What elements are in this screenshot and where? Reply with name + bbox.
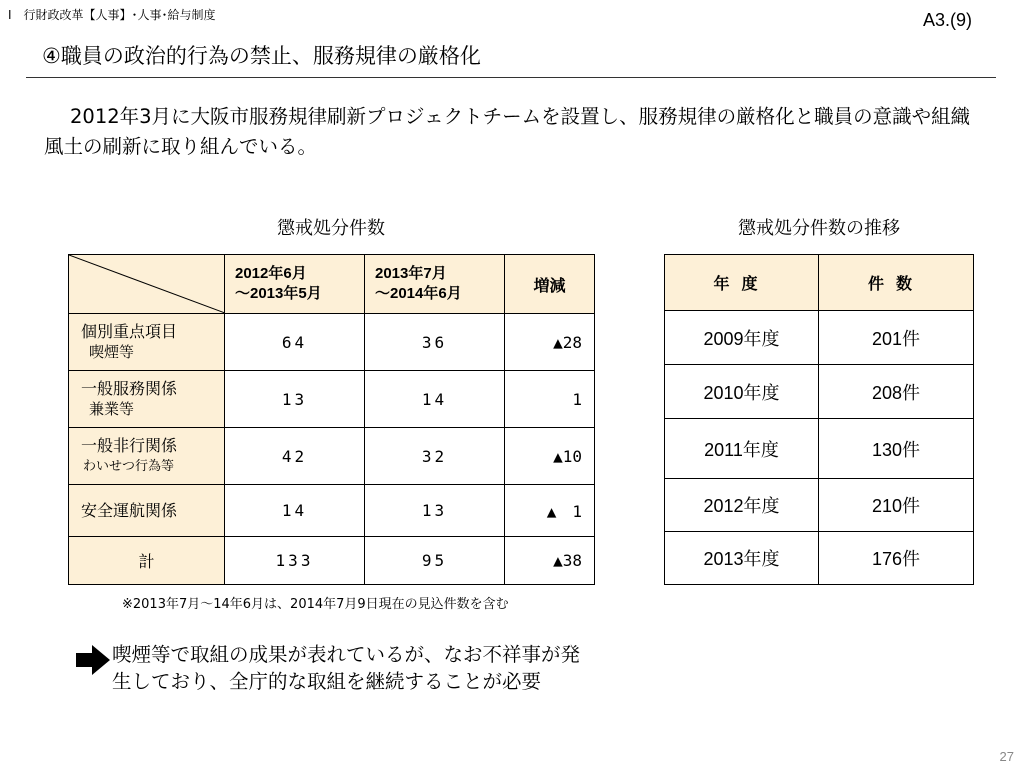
row-label-main: 安全運航関係: [81, 501, 178, 520]
cell-year: 2013年度: [665, 532, 819, 585]
row-label-sub: わいせつ行為等: [83, 459, 175, 474]
row-label: [69, 485, 225, 537]
cell-year: 2011年度: [665, 419, 819, 479]
table-row: [69, 371, 595, 428]
cell-year: 2009年度: [665, 311, 819, 365]
total-change: ▲38: [505, 537, 595, 585]
cell-change: 1: [505, 371, 595, 428]
cell-year: 2012年度: [665, 479, 819, 532]
row-label: [69, 314, 225, 371]
cell-count: 176件: [819, 532, 974, 585]
breadcrumb: Ⅰ 行財政改革【人事】･人事･給与制度: [8, 8, 216, 22]
column-header-count: 件数: [819, 255, 974, 311]
cell-count: 201件: [819, 311, 974, 365]
column-header-year: 年度: [665, 255, 819, 311]
cell-period-1: 13: [225, 371, 365, 428]
trend-table-caption: 懲戒処分件数の推移: [738, 218, 900, 239]
conclusion-text: 喫煙等で取組の成果が表れているが、なお不祥事が発生しており、全庁的な取組を継続することが必要: [112, 643, 581, 693]
table-header-row: [69, 255, 595, 314]
table-row: [69, 314, 595, 371]
column-header-period-1: [225, 255, 365, 314]
cell-period-2: 36: [365, 314, 505, 371]
trend-table: [664, 254, 974, 585]
cell-period-1: 42: [225, 428, 365, 485]
total-period-1: 133: [225, 537, 365, 585]
table-row: [665, 479, 974, 532]
row-label-main: 一般非行関係: [81, 436, 178, 455]
row-label-main: 個別重点項目: [81, 322, 178, 341]
cell-year: 2010年度: [665, 365, 819, 419]
intro-paragraph: 2012年3月に大阪市服務規律刷新プロジェクトチームを設置し、服務規律の厳格化と職員の意識や組織風土の刷新に取り組んでいる。: [44, 105, 971, 158]
table-row: [665, 532, 974, 585]
table-row: [69, 428, 595, 485]
cell-period-1: 14: [225, 485, 365, 537]
corner-cell: [69, 255, 225, 314]
table-footnote: ※2013年7月～14年6月は、2014年7月9日現在の見込件数を含む: [122, 597, 509, 612]
table-total-row: [69, 537, 595, 585]
table-row: [69, 485, 595, 537]
cell-period-1: 64: [225, 314, 365, 371]
discipline-table-caption: 懲戒処分件数: [277, 218, 385, 239]
total-label: 計: [69, 537, 225, 585]
discipline-table: [68, 254, 595, 585]
row-label: [69, 428, 225, 485]
period-1-end: ～2013年5月: [235, 285, 322, 302]
cell-count: 210件: [819, 479, 974, 532]
cell-period-2: 14: [365, 371, 505, 428]
table-row: [665, 419, 974, 479]
title-divider: [26, 77, 996, 78]
period-2-start: 2013年7月: [375, 265, 447, 282]
row-label: [69, 371, 225, 428]
diagonal-line: [69, 255, 225, 313]
column-header-change: 増減: [505, 255, 595, 314]
cell-change: ▲ 1: [505, 485, 595, 537]
cell-count: 208件: [819, 365, 974, 419]
right-arrow-icon: [76, 645, 110, 675]
column-header-period-2: [365, 255, 505, 314]
page-title: ④職員の政治的行為の禁止、服務規律の厳格化: [42, 44, 481, 68]
table-row: [665, 311, 974, 365]
cell-period-2: 32: [365, 428, 505, 485]
total-period-2: 95: [365, 537, 505, 585]
row-label-main: 一般服務関係: [81, 379, 178, 398]
slide-reference: A3.(9): [922, 10, 972, 30]
period-2-end: ～2014年6月: [375, 285, 462, 302]
cell-change: ▲10: [505, 428, 595, 485]
table-header-row: [665, 255, 974, 311]
cell-change: ▲28: [505, 314, 595, 371]
row-label-sub: 喫煙等: [89, 343, 135, 361]
row-label-sub: 兼業等: [89, 400, 135, 418]
cell-period-2: 13: [365, 485, 505, 537]
page-number: 27: [999, 749, 1014, 764]
table-row: [665, 365, 974, 419]
cell-count: 130件: [819, 419, 974, 479]
period-1-start: 2012年6月: [235, 265, 307, 282]
